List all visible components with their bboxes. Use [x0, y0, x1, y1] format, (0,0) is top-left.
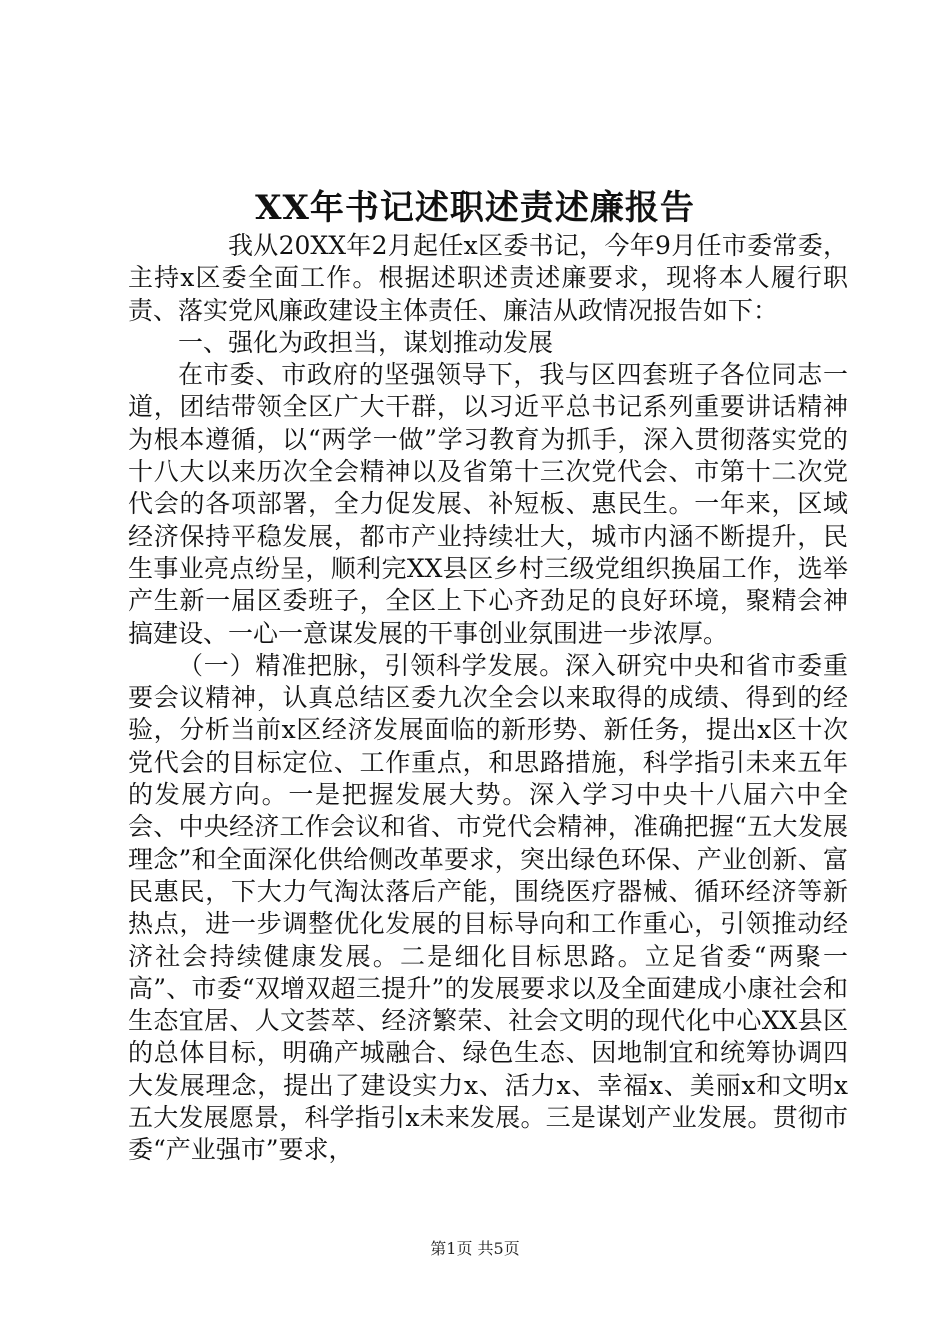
body-paragraph: （一）精准把脉，引领科学发展。深入研究中央和省市委重要会议精神，认真总结区委九次全会以来取得的成绩、得到的经验，分析当前x区经济发展面临的新形势、新任务，提出x区十次党代会的目标定位、工作重点，和思路措施，科学指引未来五年的发展方向。一是把握发展大势。深入学习中央十八届六中全会、中央经济工作会议和省、市党代会精神，准确把握“五大发展理念”和全面深化供给侧改革要求，突出绿色环保、产业创新、富民惠民，下大力气淘汰落后产能，围绕医疗器械、循环经济等新热点，进一步调整优化发展的目标导向和工作重心，引领推动经济社会持续健康发展。二是细化目标思路。立足省委“两聚一高”、市委“双增双超三提升”的发展要求以及全面建成小康社会和生态宜居、人文荟萃、经济繁荣、社会文明的现代化中心XX县区的总体目标，明确产城融合、绿色生态、因地制宜和统筹协调四大发展理念，提出了建设实力x、活力x、幸福x、美丽x和文明x五大发展愿景，科学指引x未来发展。三是谋划产业发展。贯彻市委“产业强市”要求， [128, 650, 848, 1165]
intro-paragraph: 我从20XX年2月起任x区委书记，今年9月任市委常委，主持x区委全面工作。根据述职述责述廉要求，现将本人履行职责、落实党风廉政建设主体责任、廉洁从政情况报告如下： [128, 231, 848, 325]
document-title: XX年书记述职述责述廉报告 [255, 188, 695, 228]
page-number-footer: 第1页 共5页 [430, 1239, 520, 1258]
document-body [128, 230, 848, 1167]
body-paragraph: 在市委、市政府的坚强领导下，我与区四套班子各位同志一道，团结带领全区广大干群，以习近平总书记系列重要讲话精神为根本遵循，以“两学一做”学习教育为抓手，深入贯彻落实党的十八大以来历次全会精神以及省第十三次党代会、市第十二次党代会的各项部署，全力促发展、补短板、惠民生。一年来，区域经济保持平稳发展，都市产业持续壮大，城市内涵不断提升，民生事业亮点纷呈，顺利完XX县区乡村三级党组织换届工作，选举产生新一届区委班子，全区上下心齐劲足的良好环境，聚精会神搞建设、一心一意谋发展的干事创业氛围进一步浓厚。 [128, 360, 848, 648]
section-heading: 一、强化为政担当，谋划推动发展 [178, 327, 554, 357]
